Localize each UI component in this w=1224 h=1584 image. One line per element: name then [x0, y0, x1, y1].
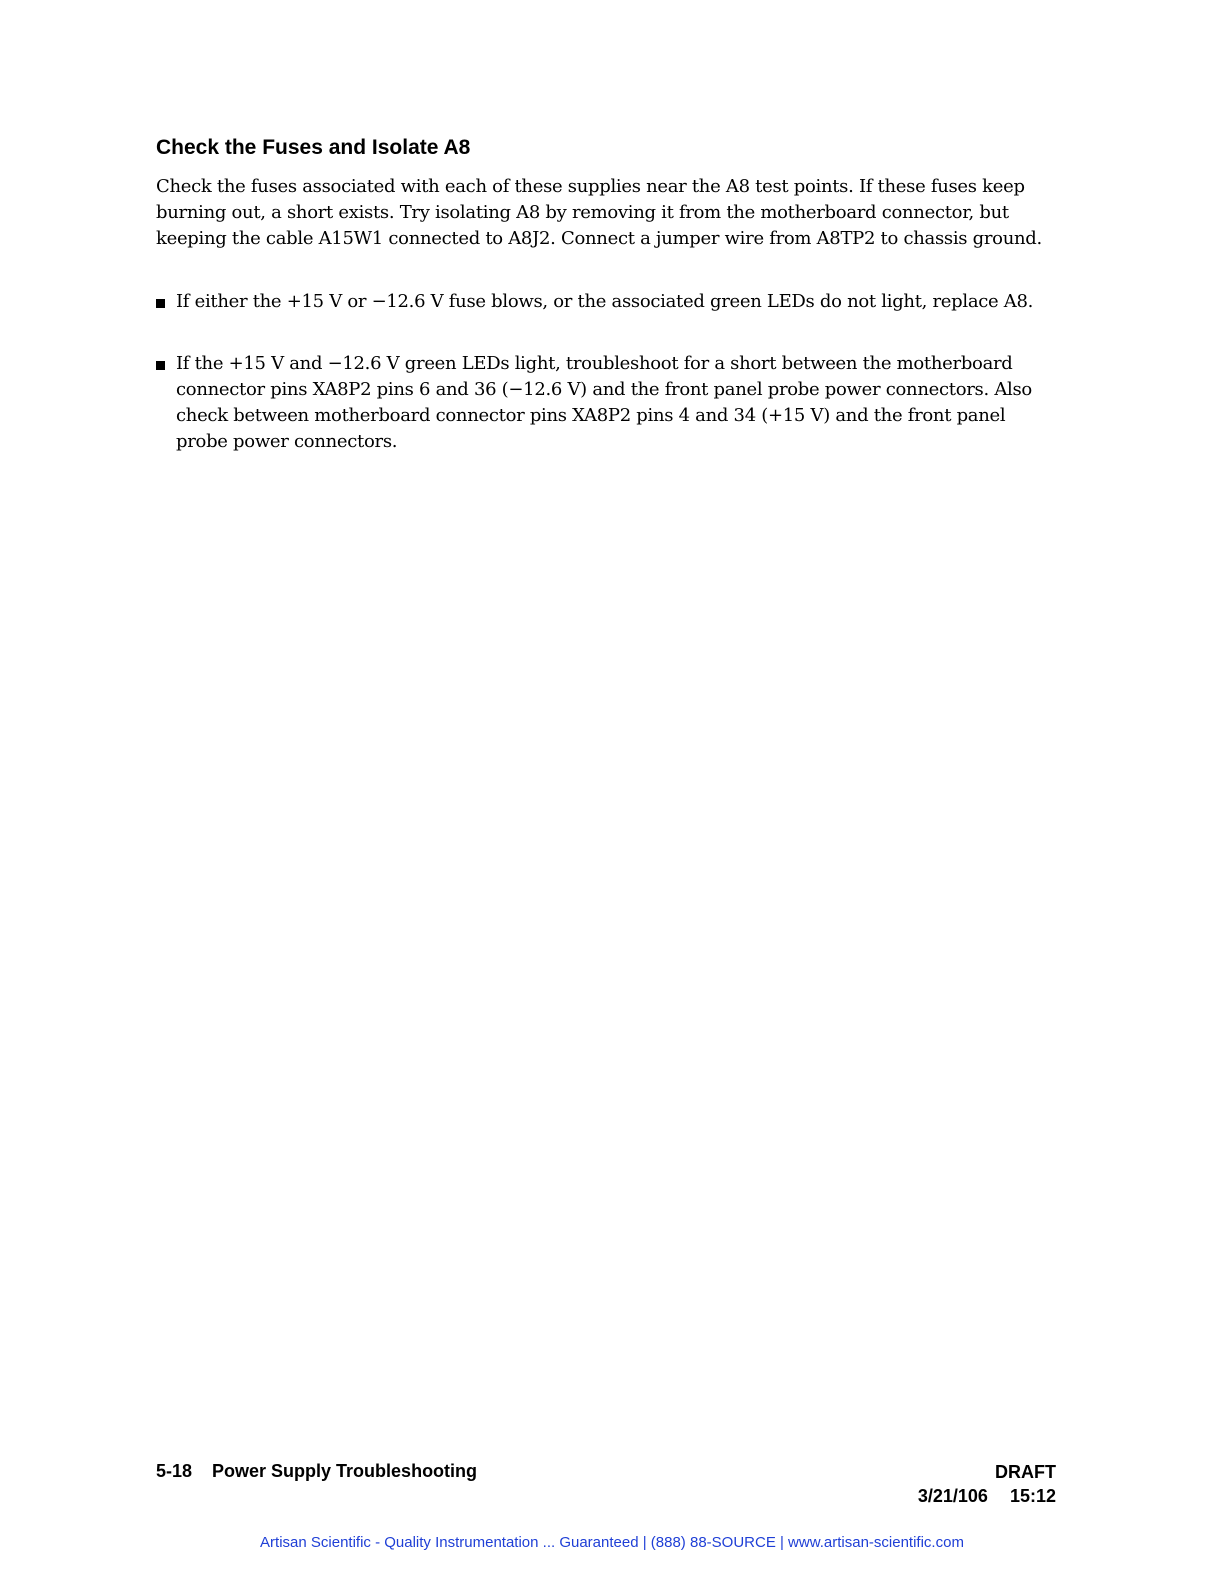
draft-status: DRAFT: [995, 1462, 1056, 1482]
list-item-text: If the +15 V and −12.6 V green LEDs light, troubleshoot for a short between the motherboard connector pins XA8P2 pins 6 and 36 (−12.6 V) and the front panel probe power connectors. Also check between motherboard connector pins XA8P2 pins 4 and 34 (+15 V) and the front panel probe power connectors.: [176, 353, 1032, 452]
draft-timestamp: [918, 1484, 1056, 1508]
page-footer-right: [918, 1460, 1056, 1508]
list-item: [156, 289, 1046, 315]
chapter-title: Power Supply Troubleshooting: [212, 1461, 478, 1481]
list-item-text: If either the +15 V or −12.6 V fuse blows, or the associated green LEDs do not light, replace A8.: [176, 291, 1034, 312]
page-footer-left: [156, 1460, 477, 1482]
square-bullet-icon: [156, 299, 165, 308]
list-item: [156, 351, 1046, 455]
draft-date: 3/21/106: [917, 1486, 988, 1506]
square-bullet-icon: [156, 361, 165, 370]
intro-paragraph: Check the fuses associated with each of these supplies near the A8 test points. If these fuses keep burning out, a short exists. Try isolating A8 by removing it from the motherboard connector, but keeping the cable A15W1 connected to A8J2. Connect a jumper wire from A8TP2 to chassis ground.: [156, 176, 1042, 249]
vendor-banner-link[interactable]: Artisan Scientific - Quality Instrumentation ... Guaranteed | (888) 88-SOURCE | www.artisan-scientific.com: [260, 1534, 964, 1551]
page-number: 5-18: [156, 1461, 193, 1481]
section-heading: Check the Fuses and Isolate A8: [156, 136, 471, 159]
draft-time: 15:12: [1009, 1486, 1056, 1506]
